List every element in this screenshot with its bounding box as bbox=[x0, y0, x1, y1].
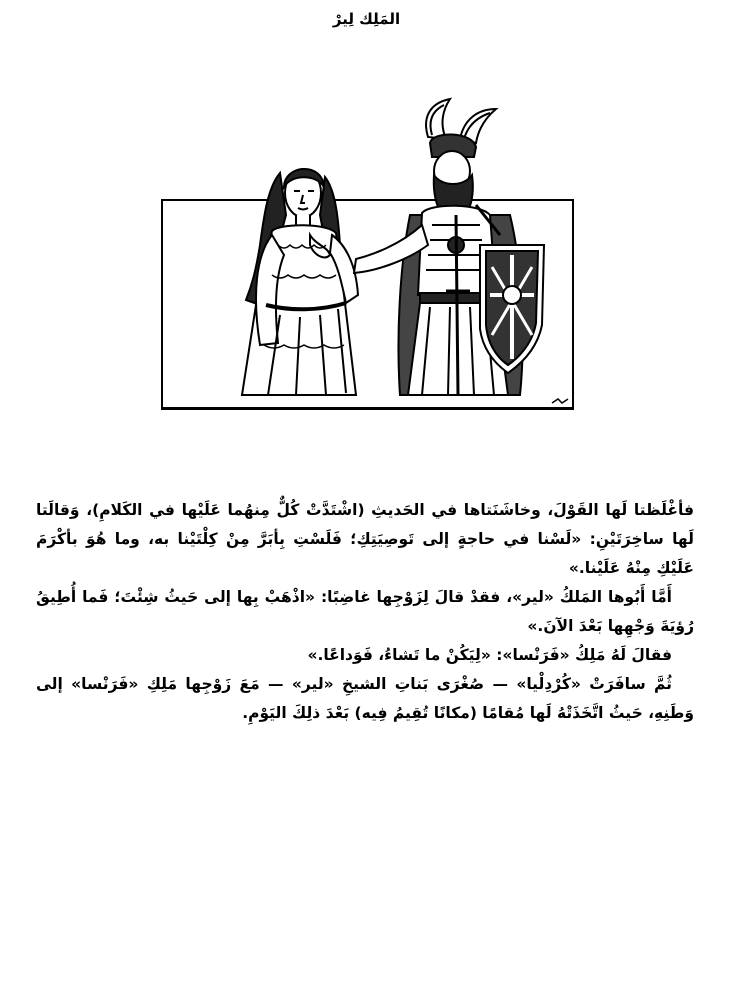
king-and-daughter-illustration-icon bbox=[160, 95, 575, 411]
story-paragraph: فقالَ لَهُ مَلِكُ «فَرَنْسا»: «لِيَكُنْ ما تَشاءُ، فَوَداعًا.» bbox=[307, 646, 672, 664]
story-paragraph: ثُمَّ سافَرَتْ «كُرْدِلْيا» — صُغْرَى بَناتِ الشيخِ «لير» — مَعَ زَوْجِها مَلِكِ «فَرَنْسا» إلى وَطَنِهِ، حَيثُ اتَّخَذَتْهُ لَها مُقامًا (مكانًا تُقِيمُ فِيه) بَعْدَ ذلِكَ اليَوْمِ. bbox=[36, 675, 694, 722]
story-text bbox=[36, 496, 694, 728]
page-title: المَلِك لِيرْ bbox=[332, 10, 401, 28]
story-paragraph: أَمَّا أَبُوها المَلكُ «لير»، فقدْ قالَ لِزَوْجِها غاضِبًا: «اذْهَبْ بِها إلى حَيثُ شِئْتَ؛ فَما أُطِيقُ رُؤيَةَ وَجْهِها بَعْدَ الآنَ.» bbox=[36, 588, 694, 635]
story-paragraph: فأغْلَظتا لَها القَوْلَ، وخاشَنَتاها في الحَديثِ (اشْتَدَّتْ كُلٌّ مِنهُما عَلَيْها في الكَلامِ)، وَقالَتا لَها ساخِرَتَيْنِ: «لَسْنا في حاجةٍ إلى تَوصِيَتِكِ؛ فَلَسْتِ بِأبَرَّ مِنْ كِلْتَيْنا به، وما هُوَ بأكْرَمَ عَلَيْكِ مِنْهُ عَلَيْنا.» bbox=[36, 501, 694, 577]
